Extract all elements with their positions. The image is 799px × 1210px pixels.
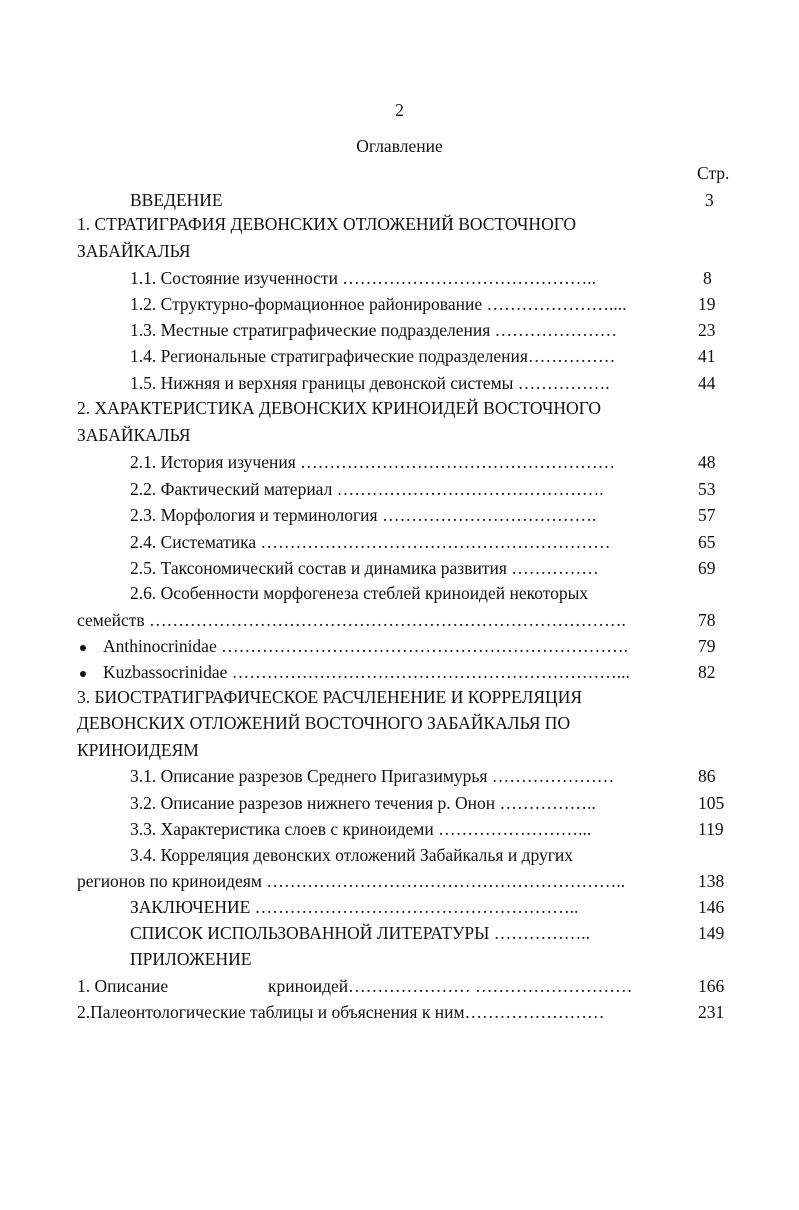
page-number: 2 — [395, 100, 404, 120]
toc-entry-label: 2.4. Систематика …………………………………………………… — [130, 532, 611, 552]
toc-entry-page: 53 — [698, 479, 716, 499]
toc-entry — [0, 610, 799, 634]
bullet-icon — [80, 645, 86, 651]
toc-entry-label: 2.5. Таксономический состав и динамика развития …………… — [130, 558, 599, 578]
toc-entry-label: 2.6. Особенности морфогенеза стеблей криноидей некоторых — [130, 583, 589, 603]
toc-entry-label: ЗАКЛЮЧЕНИЕ ……………………………………………….. — [130, 897, 579, 917]
toc-entry-label: 1.4. Региональные стратиграфические подразделения…………… — [130, 346, 616, 366]
toc-entry-page: 166 — [698, 976, 725, 996]
toc-entry-label: 2.3. Морфология и терминология ………………………………. — [130, 505, 597, 525]
toc-entry-page: 149 — [698, 923, 725, 943]
toc-entry — [0, 976, 799, 1000]
toc-entry-page: 146 — [698, 897, 725, 917]
toc-entry — [0, 373, 799, 397]
toc-entry-label: криноидей………………… ……………………… — [268, 976, 633, 996]
toc-intro-page: 3 — [705, 190, 714, 210]
toc-entry — [0, 871, 799, 895]
toc-entry-page: 57 — [698, 505, 716, 525]
toc-intro-label: ВВЕДЕНИЕ — [130, 190, 223, 210]
chapter3-title-line2: ДЕВОНСКИХ ОТЛОЖЕНИЙ ВОСТОЧНОГО ЗАБАЙКАЛЬЯ ПО — [77, 713, 571, 733]
toc-entry-label: 2.Палеонтологические таблицы и объяснения к ним…………………… — [77, 1002, 605, 1022]
toc-entry-label: семейств ………………………………………………………………………. — [77, 610, 626, 630]
toc-entry — [0, 268, 799, 292]
chapter1-title-line1: 1. СТРАТИГРАФИЯ ДЕВОНСКИХ ОТЛОЖЕНИЙ ВОСТОЧНОГО — [77, 214, 577, 234]
toc-entry-label: Anthinocrinidae ……………………………………………………………. — [103, 636, 628, 656]
chapter2-title-line1: 2. ХАРАКТЕРИСТИКА ДЕВОНСКИХ КРИНОИДЕЙ ВОСТОЧНОГО — [77, 398, 602, 418]
toc-entry-label: 3.1. Описание разрезов Среднего Пригазимурья ………………… — [130, 766, 615, 786]
toc-entry-page: 82 — [698, 662, 716, 682]
toc-entry-page: 48 — [698, 452, 716, 472]
page-title: Оглавление — [356, 136, 443, 156]
toc-entry-label: 1.3. Местные стратиграфические подразделения ………………… — [130, 320, 618, 340]
page-column-label: Стр. — [697, 163, 730, 183]
toc-entry — [0, 793, 799, 817]
toc-entry — [0, 452, 799, 476]
bullet-icon — [80, 671, 86, 677]
toc-entry-page: 138 — [698, 871, 725, 891]
toc-entry-label: 1.2. Структурно-формационное районирование ………………….... — [130, 294, 627, 314]
toc-entry-label: 1.1. Состояние изученности …………………………………….. — [130, 268, 597, 288]
toc-entry-label: 1.5. Нижняя и верхняя границы девонской системы ……………. — [130, 373, 610, 393]
toc-entry — [0, 294, 799, 318]
toc-entry-label: регионов по криноидеям …………………………………………………….. — [77, 871, 626, 891]
chapter3-title-line1: 3. БИОСТРАТИГРАФИЧЕСКОЕ РАСЧЛЕНЕНИЕ И КОРРЕЛЯЦИЯ — [77, 687, 583, 707]
toc-entry — [0, 558, 799, 582]
toc-entry-label: 3.3. Характеристика слоев с криноидеми ……………………... — [130, 819, 592, 839]
chapter3-title-line3: КРИНОИДЕЯМ — [77, 740, 199, 760]
toc-entry-label: Kuzbassocrinidae …………………………………………………………... — [103, 662, 630, 682]
toc-entry-page: 231 — [698, 1002, 725, 1022]
toc-entry-page: 23 — [698, 320, 716, 340]
chapter2-title-line2: ЗАБАЙКАЛЬЯ — [77, 425, 191, 445]
toc-entry-label: 3.2. Описание разрезов нижнего течения р. Онон …………….. — [130, 793, 596, 813]
toc-entry — [0, 897, 799, 921]
toc-entry-label: 3.4. Корреляция девонских отложений Забайкалья и других — [130, 845, 574, 865]
toc-entry-page: 78 — [698, 610, 716, 630]
toc-entry-label: 2.2. Фактический материал ………………………………………. — [130, 479, 604, 499]
toc-entry-page: 41 — [698, 346, 716, 366]
toc-entry-label: 1. Описание — [77, 976, 169, 996]
toc-entry — [0, 766, 799, 790]
toc-entry-page: 19 — [698, 294, 716, 314]
toc-entry — [0, 819, 799, 843]
toc-entry-page: 105 — [698, 793, 725, 813]
toc-entry — [0, 320, 799, 344]
toc-entry-label: 2.1. История изучения ……………………………………………… — [130, 452, 616, 472]
toc-entry — [0, 479, 799, 503]
toc-entry-label: СПИСОК ИСПОЛЬЗОВАННОЙ ЛИТЕРАТУРЫ …………….. — [130, 923, 590, 943]
toc-entry-page: 8 — [703, 268, 712, 288]
toc-entry-page: 44 — [698, 373, 716, 393]
toc-bullet-entry — [0, 636, 799, 660]
toc-entry-page: 86 — [698, 766, 716, 786]
toc-entry — [0, 346, 799, 370]
toc-entry-page: 79 — [698, 636, 716, 656]
toc-entry-page: 69 — [698, 558, 716, 578]
toc-bullet-entry — [0, 662, 799, 686]
toc-entry-page: 119 — [698, 819, 724, 839]
toc-entry — [0, 923, 799, 947]
toc-entry — [0, 1002, 799, 1026]
toc-entry — [0, 532, 799, 556]
appendix-title: ПРИЛОЖЕНИЕ — [130, 949, 252, 969]
toc-entry — [0, 505, 799, 529]
chapter1-title-line2: ЗАБАЙКАЛЬЯ — [77, 241, 191, 261]
toc-entry-page: 65 — [698, 532, 716, 552]
